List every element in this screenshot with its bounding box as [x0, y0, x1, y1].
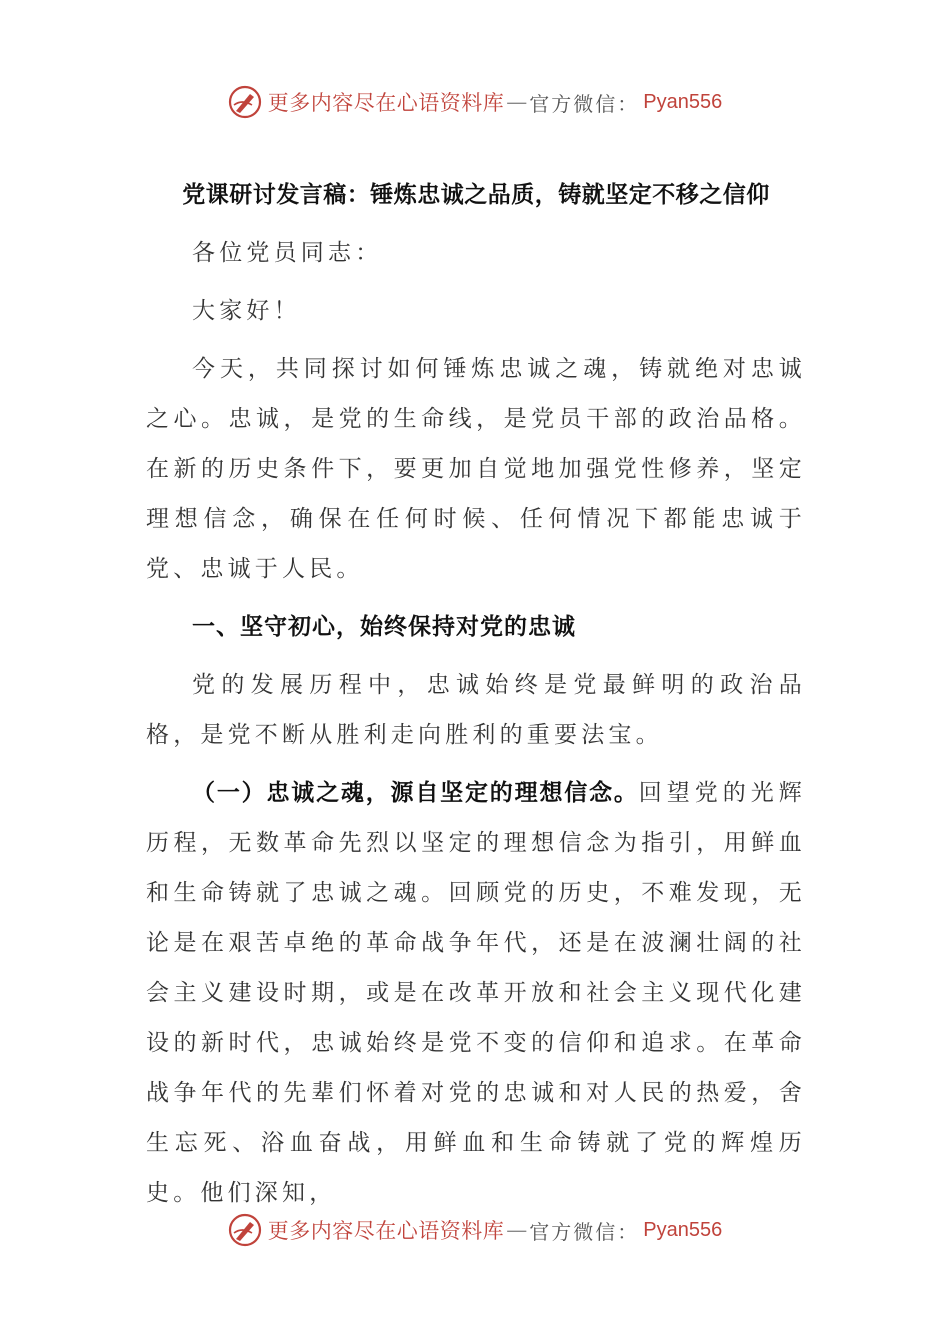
wechat-label: 官方微信：	[529, 1219, 640, 1244]
subsection-1-body: 回望党的光辉历程，无数革命先烈以坚定的理想信念为指引，用鲜血和生命铸就了忠诚之魂。回顾党的历史，不难发现，无论是在艰苦卓绝的革命战争年代，还是在波澜壮阔的社会主义建设时期，或是在改革开放和社会主义现代化建设的新时代，忠诚始终是党不变的信仰和追求。在革命战争年代的先辈们怀着对党的忠诚和对人民的热爱，舍生忘死、浴血奋战，用鲜血和生命铸就了党的辉煌历史。他们深知，	[146, 780, 807, 1206]
banner-dash: —	[506, 90, 528, 114]
document-title: 党课研讨发言稿：锤炼忠诚之品质，铸就坚定不移之信仰	[182, 182, 770, 208]
intro-paragraph: 今天，共同探讨如何锤炼忠诚之魂，铸就绝对忠诚之心。忠诚，是党的生命线，是党员干部的政治品格。在新的历史条件下，要更加自觉地加强党性修养，坚定理想信念，确保在任何时候、任何情况下都能忠诚于党、忠诚于人民。	[146, 356, 806, 582]
greeting: 各位党员同志：	[192, 240, 383, 266]
wechat-label: 官方微信：	[529, 91, 640, 116]
section-1-heading: 一、坚守初心，始终保持对党的忠诚	[192, 614, 576, 640]
pen-logo-icon	[228, 85, 262, 119]
subsection-1-paragraph	[146, 768, 806, 1218]
footer-watermark-banner	[0, 1210, 950, 1250]
hello: 大家好！	[192, 298, 301, 324]
brand-text: 更多内容尽在心语资料库	[267, 1219, 505, 1243]
wechat-id: Pyan556	[643, 90, 723, 113]
banner-dash: —	[506, 1218, 528, 1242]
header-watermark-banner	[0, 82, 950, 122]
section-1-paragraph: 党的发展历程中，忠诚始终是党最鲜明的政治品格，是党不断从胜利走向胜利的重要法宝。	[146, 672, 806, 748]
subsection-1-lead: （一）忠诚之魂，源自坚定的理想信念。	[192, 780, 639, 806]
document-body	[146, 170, 806, 1218]
brand-text: 更多内容尽在心语资料库	[267, 91, 505, 115]
pen-logo-icon	[228, 1213, 262, 1247]
wechat-id: Pyan556	[643, 1218, 723, 1241]
